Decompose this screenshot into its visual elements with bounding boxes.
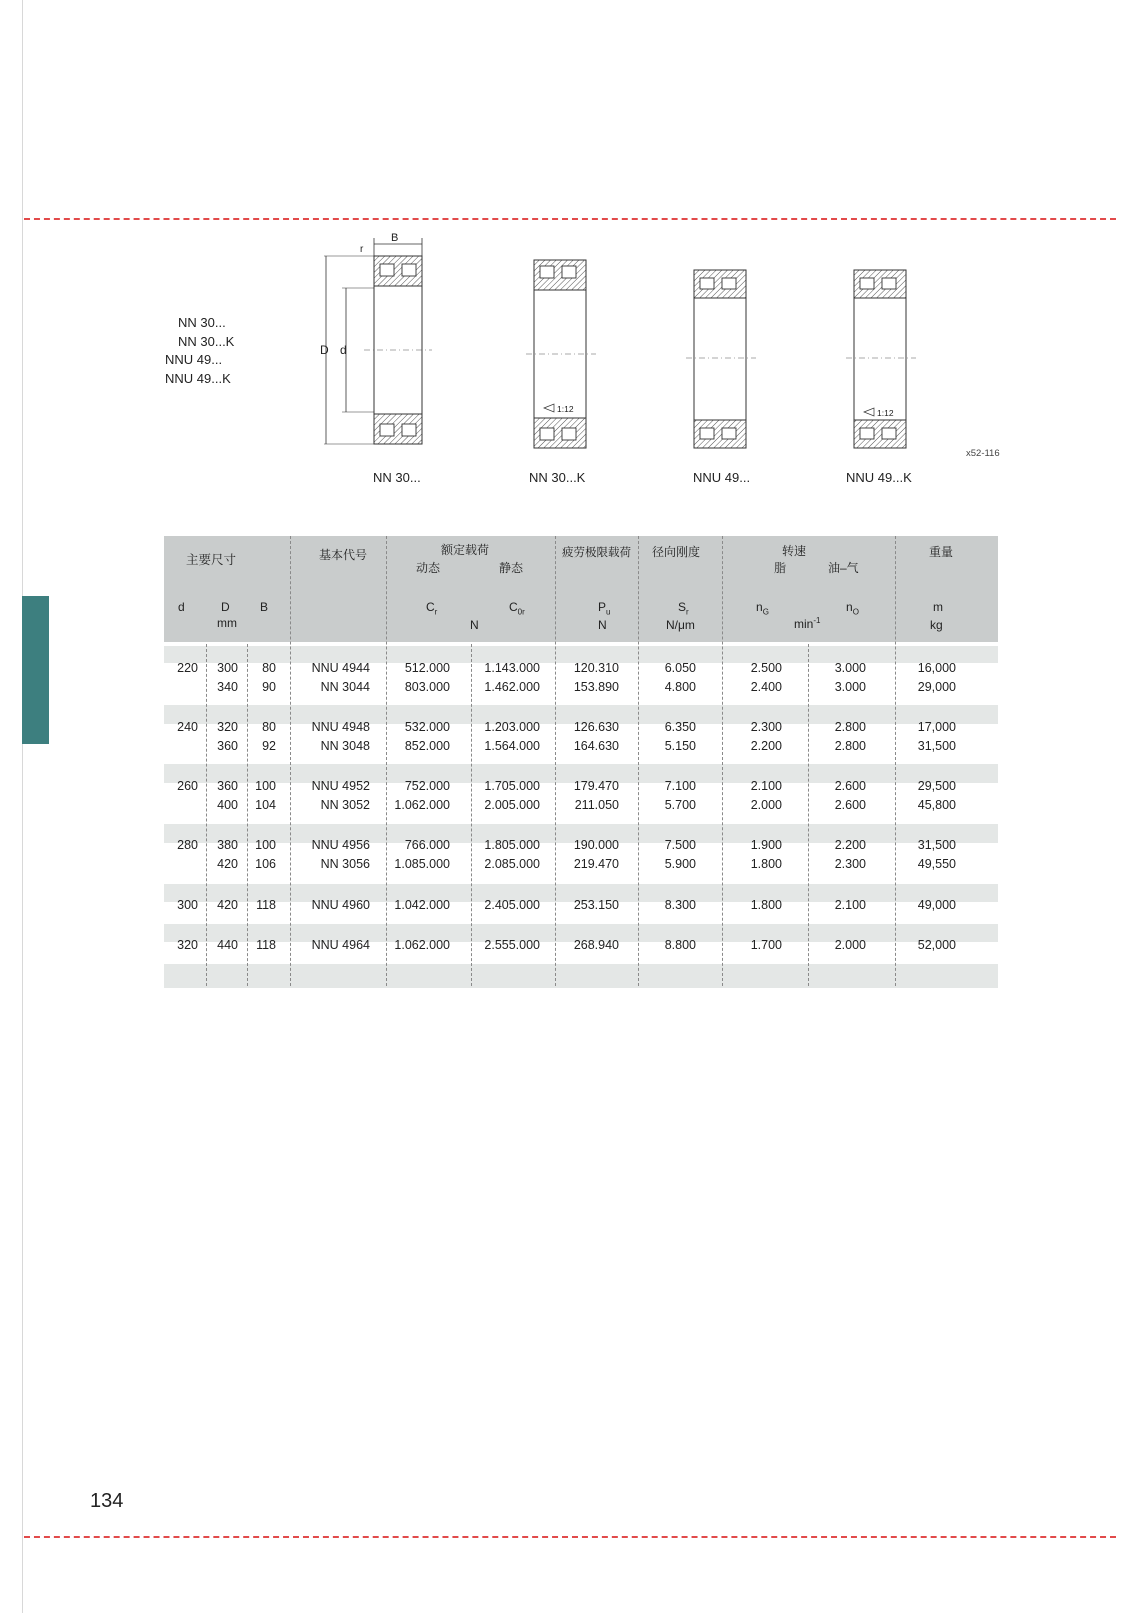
table-cell-m: 49,000 <box>917 898 956 912</box>
table-cell-D: 380 <box>217 838 238 852</box>
top-dashed-rule <box>24 218 1116 220</box>
header-grease: 脂 <box>774 561 787 575</box>
table-cell-m: 31,500 <box>917 838 956 852</box>
dim-big-d-label: D <box>320 343 329 357</box>
column-separator <box>722 536 723 986</box>
table-cell-pu: 120.310 <box>573 661 619 675</box>
table-cell-pu: 126.630 <box>573 720 619 734</box>
header-main-dims: 主要尺寸 <box>186 553 237 567</box>
symbol-ng: $n_G$ <box>756 600 769 617</box>
series-label: NN 30...K <box>178 333 235 349</box>
table-cell-ng: 1.800 <box>750 898 782 912</box>
table-cell-c0r: 1.462.000 <box>484 680 540 694</box>
series-label: NNU 49... <box>165 352 223 367</box>
table-cell-c0r: 1.203.000 <box>484 720 540 734</box>
table-cell-ng: 2.500 <box>750 661 782 675</box>
figure-caption-nn30: NN 30... <box>373 470 421 485</box>
table-cell-cr: 1.062.000 <box>394 798 450 812</box>
table-cell-c0r: 2.005.000 <box>484 798 540 812</box>
column-separator <box>895 536 896 986</box>
unit-pu-n: N <box>598 618 607 632</box>
table-cell-code: NNU 4944 <box>311 661 370 675</box>
series-label: NNU 49...K <box>165 370 231 386</box>
taper-label: 1:12 <box>877 408 894 418</box>
bottom-dashed-rule <box>24 1536 1116 1538</box>
table-cell-c0r: 1.564.000 <box>484 739 540 753</box>
header-oil-air: 油–气 <box>828 561 859 575</box>
table-cell-c0r: 2.555.000 <box>484 938 540 952</box>
table-cell-B: 92 <box>262 739 276 753</box>
table-cell-ng: 2.400 <box>750 680 782 694</box>
table-cell-m: 17,000 <box>917 720 956 734</box>
symbol-cr: $C_r$ <box>426 600 438 617</box>
figure-reference: x52-116 <box>966 448 1000 459</box>
table-cell-ng: 1.900 <box>750 838 782 852</box>
table-cell-no: 2.300 <box>834 857 866 871</box>
table-cell-m: 16,000 <box>917 661 956 675</box>
table-cell-code: NN 3056 <box>320 857 370 871</box>
symbol-sr: $S_r$ <box>678 600 689 617</box>
section-tab-marker <box>22 596 49 744</box>
dim-r-label: r <box>360 244 364 255</box>
table-cell-B: 80 <box>262 720 276 734</box>
table-cell-D: 360 <box>217 779 238 793</box>
column-separator <box>247 644 248 986</box>
table-cell-m: 45,800 <box>917 798 956 812</box>
table-cell-sr: 5.900 <box>664 857 696 871</box>
series-label-list <box>165 314 234 388</box>
table-cell-c0r: 2.405.000 <box>484 898 540 912</box>
table-cell-sr: 7.500 <box>664 838 696 852</box>
unit-n-per-um: N/μm <box>666 618 695 632</box>
table-cell-D: 440 <box>217 938 238 952</box>
unit-n: N <box>470 618 479 632</box>
table-cell-c0r: 2.085.000 <box>484 857 540 871</box>
symbol-b: B <box>260 600 269 614</box>
table-cell-cr: 1.085.000 <box>394 857 450 871</box>
table-cell-sr: 8.300 <box>664 898 696 912</box>
table-cell-cr: 512.000 <box>404 661 450 675</box>
symbol-pu: $P_u$ <box>598 600 611 617</box>
bearing-drawing-nn30k <box>526 256 596 456</box>
table-cell-no: 3.000 <box>834 661 866 675</box>
table-cell-pu: 190.000 <box>573 838 619 852</box>
page-margin-line <box>22 0 23 1613</box>
table-cell-D: 340 <box>217 680 238 694</box>
column-separator <box>808 644 809 986</box>
table-cell-d: 280 <box>177 838 198 852</box>
dim-b-label: B <box>391 232 399 244</box>
table-cell-d: 220 <box>177 661 198 675</box>
table-cell-pu: 164.630 <box>573 739 619 753</box>
table-cell-code: NNU 4960 <box>311 898 370 912</box>
table-cell-sr: 8.800 <box>664 938 696 952</box>
table-cell-m: 52,000 <box>917 938 956 952</box>
table-cell-ng: 1.700 <box>750 938 782 952</box>
table-cell-code: NNU 4964 <box>311 938 370 952</box>
table-cell-B: 90 <box>262 680 276 694</box>
table-cell-B: 118 <box>256 898 276 912</box>
table-cell-cr: 532.000 <box>404 720 450 734</box>
header-static: 静态 <box>499 561 524 575</box>
table-cell-D: 420 <box>217 898 238 912</box>
table-cell-code: NNU 4948 <box>311 720 370 734</box>
table-cell-cr: 766.000 <box>404 838 450 852</box>
table-cell-code: NN 3044 <box>320 680 370 694</box>
table-cell-B: 80 <box>262 661 276 675</box>
header-radial-stiffness: 径向刚度 <box>652 545 701 559</box>
table-cell-D: 420 <box>217 857 238 871</box>
table-cell-cr: 752.000 <box>404 779 450 793</box>
bearing-drawing-nnu49 <box>686 266 756 456</box>
unit-mm: mm <box>217 616 237 630</box>
symbol-big-d: D <box>221 600 230 614</box>
table-cell-cr: 1.042.000 <box>394 898 450 912</box>
table-cell-pu: 268.940 <box>573 938 619 952</box>
table-cell-ng: 1.800 <box>750 857 782 871</box>
table-cell-D: 300 <box>217 661 238 675</box>
column-separator <box>290 536 291 986</box>
figure-caption-nnu49k: NNU 49...K <box>846 470 912 485</box>
column-separator <box>206 644 207 986</box>
table-cell-pu: 211.050 <box>574 798 619 812</box>
symbol-no: $n_O$ <box>846 600 859 617</box>
table-cell-B: 106 <box>255 857 276 871</box>
table-cell-code: NNU 4956 <box>311 838 370 852</box>
table-cell-D: 400 <box>217 798 238 812</box>
table-cell-sr: 7.100 <box>664 779 696 793</box>
table-cell-B: 100 <box>255 779 276 793</box>
table-cell-no: 2.800 <box>834 739 866 753</box>
column-separator <box>386 536 387 986</box>
table-cell-sr: 5.150 <box>664 739 696 753</box>
table-cell-d: 240 <box>177 720 198 734</box>
table-cell-B: 118 <box>256 938 276 952</box>
header-rated-load: 额定载荷 <box>441 543 490 557</box>
table-cell-B: 100 <box>255 838 276 852</box>
unit-min: $\min^{-1}$ <box>794 616 821 631</box>
table-cell-code: NN 3052 <box>320 798 370 812</box>
table-cell-ng: 2.300 <box>750 720 782 734</box>
table-cell-d: 320 <box>177 938 198 952</box>
table-cell-D: 320 <box>217 720 238 734</box>
table-cell-c0r: 1.143.000 <box>484 661 540 675</box>
table-cell-D: 360 <box>217 739 238 753</box>
table-cell-sr: 5.700 <box>664 798 696 812</box>
table-cell-pu: 253.150 <box>573 898 619 912</box>
table-cell-cr: 1.062.000 <box>394 938 450 952</box>
table-cell-pu: 219.470 <box>573 857 619 871</box>
table-cell-sr: 6.050 <box>664 661 696 675</box>
symbol-d: d <box>178 600 185 614</box>
series-label: NN 30... <box>178 315 226 330</box>
header-dynamic: 动态 <box>416 561 441 575</box>
table-cell-m: 49,550 <box>917 857 956 871</box>
table-cell-no: 2.100 <box>834 898 866 912</box>
bearing-data-table <box>164 536 998 990</box>
table-cell-d: 300 <box>177 898 198 912</box>
bearing-drawing-nn30 <box>318 232 438 457</box>
table-cell-pu: 179.470 <box>573 779 619 793</box>
table-cell-m: 29,500 <box>917 779 956 793</box>
column-separator <box>471 644 472 986</box>
table-cell-m: 29,000 <box>917 680 956 694</box>
table-cell-ng: 2.200 <box>750 739 782 753</box>
table-cell-no: 2.600 <box>834 779 866 793</box>
symbol-m: m <box>933 600 943 614</box>
symbol-c0r: $C_{0r}$ <box>509 600 525 617</box>
table-cell-cr: 852.000 <box>404 739 450 753</box>
table-cell-sr: 4.800 <box>664 680 696 694</box>
unit-kg: kg <box>930 618 943 632</box>
table-cell-d: 260 <box>177 779 198 793</box>
table-cell-code: NNU 4952 <box>311 779 370 793</box>
table-cell-sr: 6.350 <box>664 720 696 734</box>
column-separator <box>555 536 556 986</box>
table-cell-no: 2.000 <box>834 938 866 952</box>
table-cell-no: 2.600 <box>834 798 866 812</box>
table-cell-c0r: 1.705.000 <box>484 779 540 793</box>
table-cell-B: 104 <box>255 798 276 812</box>
taper-label: 1:12 <box>557 404 574 414</box>
table-cell-no: 2.800 <box>834 720 866 734</box>
table-cell-c0r: 1.805.000 <box>484 838 540 852</box>
header-speed: 转速 <box>782 544 807 558</box>
page-number: 134 <box>90 1490 124 1512</box>
table-cell-ng: 2.000 <box>750 798 782 812</box>
header-fatigue-limit: 疲劳极限载荷 <box>562 547 631 559</box>
table-cell-cr: 803.000 <box>404 680 450 694</box>
column-separator <box>638 536 639 986</box>
table-cell-no: 2.200 <box>834 838 866 852</box>
dim-small-d-label: d <box>340 343 347 357</box>
bearing-drawing-nnu49k <box>846 266 916 456</box>
header-base-code: 基本代号 <box>319 548 368 562</box>
table-cell-no: 3.000 <box>834 680 866 694</box>
table-cell-code: NN 3048 <box>320 739 370 753</box>
figure-caption-nn30k: NN 30...K <box>529 470 586 485</box>
table-cell-pu: 153.890 <box>573 680 619 694</box>
header-weight: 重量 <box>929 545 954 559</box>
table-cell-ng: 2.100 <box>750 779 782 793</box>
figure-caption-nnu49: NNU 49... <box>693 470 751 485</box>
table-cell-m: 31,500 <box>917 739 956 753</box>
